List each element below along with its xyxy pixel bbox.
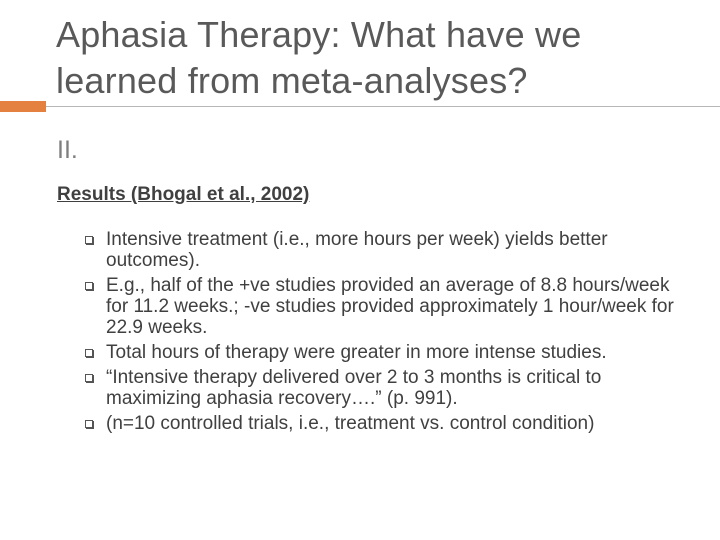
- hollow-square-bullet-icon: [84, 229, 106, 249]
- hollow-square-bullet-icon: [84, 275, 106, 295]
- bullet-text: Intensive treatment (i.e., more hours per week) yields better outcomes).: [106, 229, 608, 271]
- slide-title: Aphasia Therapy: What have we learned from meta-analyses?: [56, 14, 582, 101]
- title-divider: [46, 106, 720, 107]
- list-item: [84, 229, 684, 271]
- section-number: II.: [57, 136, 78, 164]
- results-subheading: Results (Bhogal et al., 2002): [57, 184, 310, 205]
- list-item: [84, 275, 684, 338]
- bullet-text: Total hours of therapy were greater in more intense studies.: [106, 342, 607, 363]
- bullet-text: “Intensive therapy delivered over 2 to 3 months is critical to maximizing aphasia recovery….” (p. 991).: [106, 367, 602, 409]
- hollow-square-bullet-icon: [84, 367, 106, 387]
- title-accent-bar: [0, 101, 46, 112]
- list-item: [84, 413, 684, 434]
- bullet-text: E.g., half of the +ve studies provided an average of 8.8 hours/week for 11.2 weeks.; -ve studies provided approximately 1 hour/week for 22.9 weeks.: [106, 275, 674, 338]
- hollow-square-bullet-icon: [84, 413, 106, 433]
- list-item: [84, 342, 684, 363]
- bullet-text: (n=10 controlled trials, i.e., treatment vs. control condition): [106, 413, 595, 434]
- list-item: [84, 367, 684, 409]
- bullet-list: [84, 229, 684, 438]
- hollow-square-bullet-icon: [84, 342, 106, 362]
